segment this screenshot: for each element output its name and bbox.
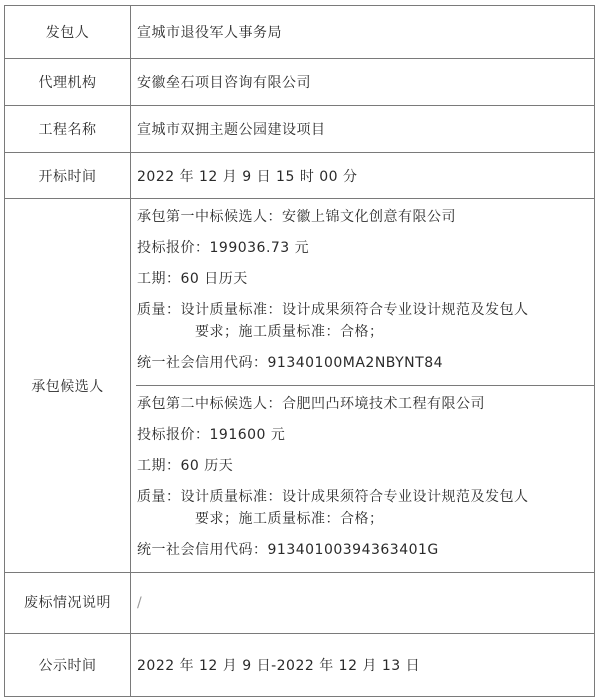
row-void-bids	[5, 573, 595, 634]
first-candidate-quality-line2: 要求；施工质量标准：合格；	[195, 324, 384, 340]
publicity-label: 公示时间	[5, 634, 131, 697]
candidates-cell	[131, 199, 595, 573]
row-opening-time	[5, 153, 595, 199]
first-candidate-duration: 工期：60 日历天	[137, 271, 248, 287]
row-candidates	[5, 199, 595, 573]
second-candidate-bid-price: 投标报价：191600 元	[137, 427, 286, 443]
row-agency	[5, 59, 595, 106]
first-candidate-quality	[137, 295, 594, 348]
opening-time-value: 2022 年 12 月 9 日 15 时 00 分	[131, 153, 595, 199]
issuer-label: 发包人	[5, 6, 131, 59]
second-candidate-quality-line1: 质量：设计质量标准：设计成果须符合专业设计规范及发包人	[137, 489, 529, 505]
row-issuer	[5, 6, 595, 59]
void-bids-slash: /	[137, 595, 143, 611]
void-bids-value	[131, 573, 595, 634]
row-publicity	[5, 634, 595, 697]
agency-value: 安徽垒石项目咨询有限公司	[131, 59, 595, 106]
first-candidate-bid-price: 投标报价：199036.73 元	[137, 240, 310, 256]
first-candidate-name: 承包第一中标候选人：安徽上锦文化创意有限公司	[137, 209, 456, 225]
first-candidate-credit-code: 统一社会信用代码：91340100MA2NBYNT84	[137, 355, 444, 371]
second-candidate-block	[137, 386, 594, 572]
opening-time-label: 开标时间	[5, 153, 131, 199]
publicity-value: 2022 年 12 月 9 日-2022 年 12 月 13 日	[131, 634, 595, 697]
issuer-value: 宣城市退役军人事务局	[131, 6, 595, 59]
void-bids-label-text: 废标情况说明	[24, 594, 111, 611]
second-candidate-duration: 工期：60 历天	[137, 458, 234, 474]
project-label: 工程名称	[5, 106, 131, 153]
project-value: 宣城市双拥主题公园建设项目	[131, 106, 595, 153]
first-candidate-quality-line1: 质量：设计质量标准：设计成果须符合专业设计规范及发包人	[137, 302, 529, 318]
void-bids-label	[5, 573, 131, 634]
second-candidate-credit-code: 统一社会信用代码：91340100394363401G	[137, 542, 439, 558]
bid-result-table	[4, 5, 595, 697]
agency-label: 代理机构	[5, 59, 131, 106]
second-candidate-quality-line2: 要求；施工质量标准：合格；	[195, 511, 384, 527]
candidates-label: 承包候选人	[5, 199, 131, 573]
second-candidate-name: 承包第二中标候选人：合肥凹凸环境技术工程有限公司	[137, 396, 485, 412]
second-candidate-quality	[137, 482, 594, 535]
row-project	[5, 106, 595, 153]
first-candidate-block	[136, 199, 594, 386]
